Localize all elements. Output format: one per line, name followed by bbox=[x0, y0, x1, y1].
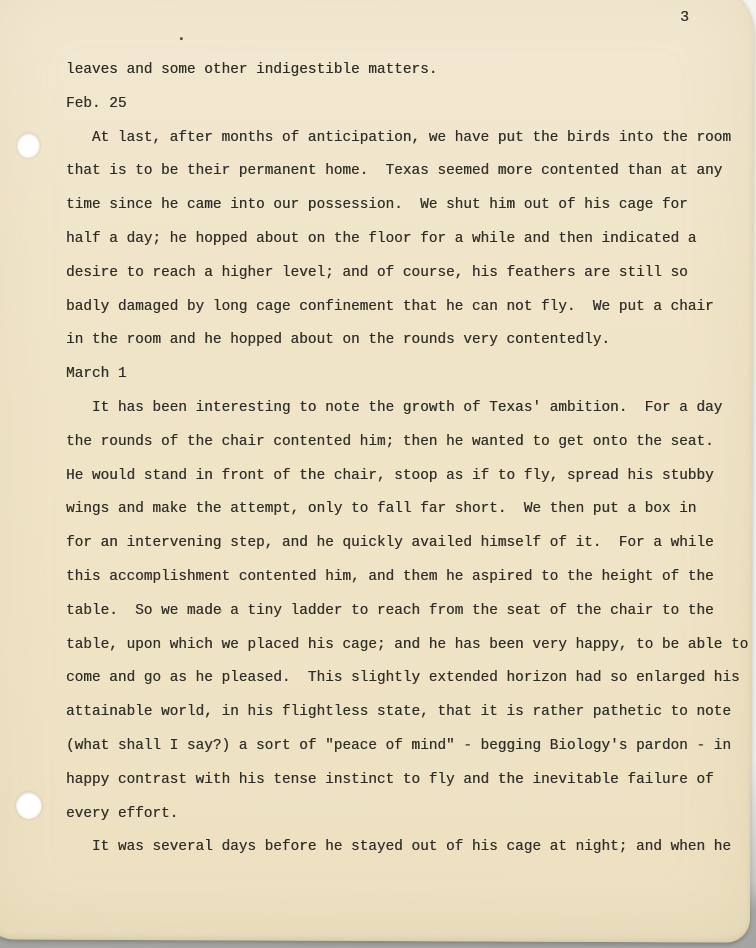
text-line: for an intervening step, and he quickly availed himself of it. For a while bbox=[66, 535, 714, 552]
paper-speck bbox=[180, 37, 183, 40]
text-line: that is to be their permanent home. Texas seemed more contented than at any bbox=[66, 163, 723, 180]
page-number: 3 bbox=[680, 9, 690, 26]
text-line: (what shall I say?) a sort of "peace of mind" - begging Biology's pardon - in bbox=[66, 737, 731, 754]
text-line: in the room and he hopped about on the rounds very contentedly. bbox=[66, 332, 611, 349]
text-line: At last, after months of anticipation, we have put the birds into the room bbox=[66, 129, 731, 146]
text-line: come and go as he pleased. This slightly extended horizon had so enlarged his bbox=[66, 670, 740, 687]
text-line: attainable world, in his flightless state, that it is rather pathetic to note bbox=[66, 704, 731, 721]
hole-punch-top bbox=[17, 133, 40, 158]
text-line: March 1 bbox=[66, 366, 127, 383]
text-line: the rounds of the chair contented him; then he wanted to get onto the seat. bbox=[66, 433, 714, 450]
hole-punch-bottom bbox=[16, 792, 42, 819]
text-line: every effort. bbox=[66, 805, 179, 822]
text-line: badly damaged by long cage confinement that he can not fly. We put a chair bbox=[66, 298, 714, 315]
text-line: time since he came into our possession. We shut him out of his cage for bbox=[66, 197, 688, 214]
typed-text-body bbox=[66, 54, 756, 865]
text-line: table. So we made a tiny ladder to reach from the seat of the chair to the bbox=[66, 602, 714, 619]
text-line: He would stand in front of the chair, stoop as if to fly, spread his stubby bbox=[66, 467, 714, 484]
text-line: half a day; he hopped about on the floor for a while and then indicated a bbox=[66, 230, 697, 247]
text-line: happy contrast with his tense instinct to fly and the inevitable failure of bbox=[66, 771, 714, 788]
text-line: It has been interesting to note the growth of Texas' ambition. For a day bbox=[66, 399, 723, 416]
text-line: desire to reach a higher level; and of course, his feathers are still so bbox=[66, 264, 688, 281]
text-line: this accomplishment contented him, and them he aspired to the height of the bbox=[66, 568, 714, 585]
text-line: wings and make the attempt, only to fall far short. We then put a box in bbox=[66, 501, 697, 518]
text-line: It was several days before he stayed out of his cage at night; and when he bbox=[66, 839, 731, 856]
text-line: Feb. 25 bbox=[66, 95, 127, 112]
text-line: table, upon which we placed his cage; and he has been very happy, to be able to bbox=[66, 636, 749, 653]
text-line: leaves and some other indigestible matters. bbox=[66, 62, 438, 78]
